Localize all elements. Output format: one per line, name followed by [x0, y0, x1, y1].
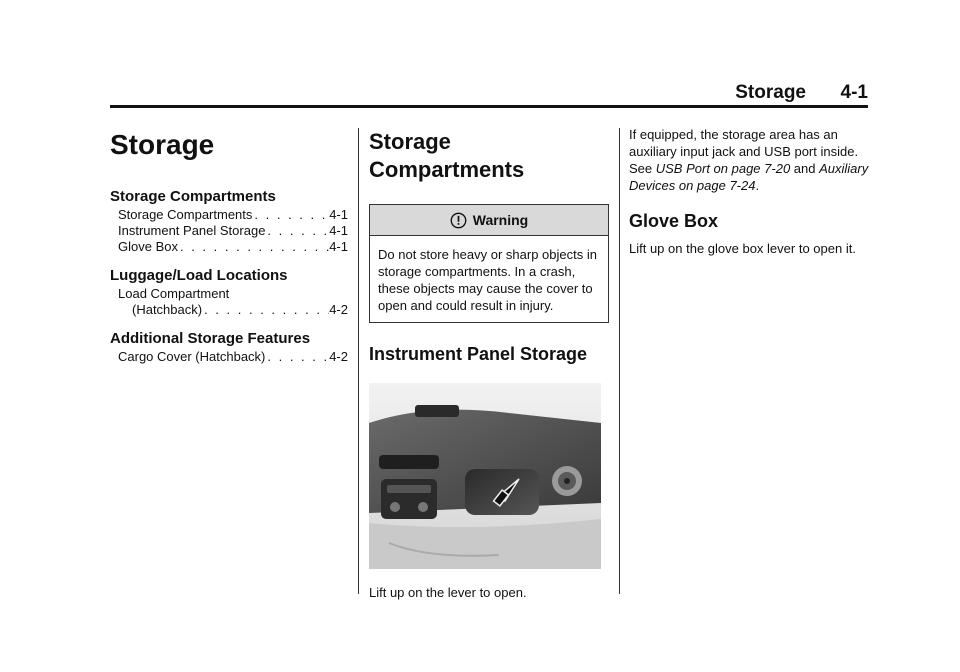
header-title: Storage [735, 82, 806, 103]
subsection-title-glove-box: Glove Box [629, 211, 719, 231]
toc-entry-page: 4-2 [329, 349, 348, 364]
toc-entry[interactable] [110, 239, 348, 255]
header-rule [110, 105, 868, 108]
toc-heading-storage-compartments: Storage Compartments [110, 188, 276, 205]
toc-entry-label: Load Compartment [118, 286, 230, 301]
storage-compartments-column [369, 122, 609, 601]
chapter-title: Storage [110, 129, 215, 160]
glove-box-column [629, 122, 869, 257]
warning-header [370, 205, 608, 236]
subsection-title-instrument-panel: Instrument Panel Storage [369, 344, 588, 364]
warning-box [369, 204, 609, 323]
toc-entry-label: Storage Compartments [118, 207, 253, 222]
toc-entry-page: 4-1 [329, 239, 348, 254]
warning-text: Do not store heavy or sharp objects in storage compartments. In a crash, these objects may cause the cover to open and could result in injury. [378, 247, 597, 313]
section-title: Storage Compartments [369, 129, 525, 182]
toc-entry-page: 4-1 [329, 207, 348, 222]
toc-entry[interactable] [110, 207, 348, 223]
contents-column [110, 122, 348, 365]
toc-heading-additional: Additional Storage Features [110, 330, 311, 347]
photo-caption: Lift up on the lever to open. [369, 585, 527, 600]
page-header [110, 80, 868, 106]
toc-entry-page: 4-2 [329, 302, 348, 317]
toc-heading-luggage: Luggage/Load Locations [110, 267, 288, 284]
toc-entry[interactable] [110, 223, 348, 239]
auxiliary-devices-reference[interactable]: Auxiliary Devices on page 7-24 [629, 161, 869, 193]
toc-entry-label: Glove Box [118, 239, 178, 254]
toc-entry-label: Cargo Cover (Hatchback) [118, 349, 266, 364]
warning-label: Warning [472, 212, 529, 228]
usb-port-reference[interactable]: USB Port on page 7-20 [655, 161, 791, 176]
column-divider-2 [619, 128, 620, 594]
glove-box-paragraph: Lift up on the glove box lever to open it. [629, 241, 856, 256]
column-divider-1 [358, 128, 359, 594]
toc-entry[interactable] [110, 349, 348, 365]
instrument-panel-photo [369, 383, 601, 569]
toc-entry-label: Instrument Panel Storage [118, 223, 266, 238]
usb-paragraph: If equipped, the storage area has an auxiliary input jack and USB port inside. See USB Port on page 7-20 and Auxiliary Devices on page 7-24. [629, 127, 869, 193]
warning-icon [450, 212, 467, 229]
header-page-number: 4-1 [840, 82, 868, 103]
toc-entry-label-continued: (Hatchback) [132, 302, 203, 317]
toc-entry-page: 4-1 [329, 223, 348, 238]
toc-entry[interactable] [110, 286, 348, 318]
